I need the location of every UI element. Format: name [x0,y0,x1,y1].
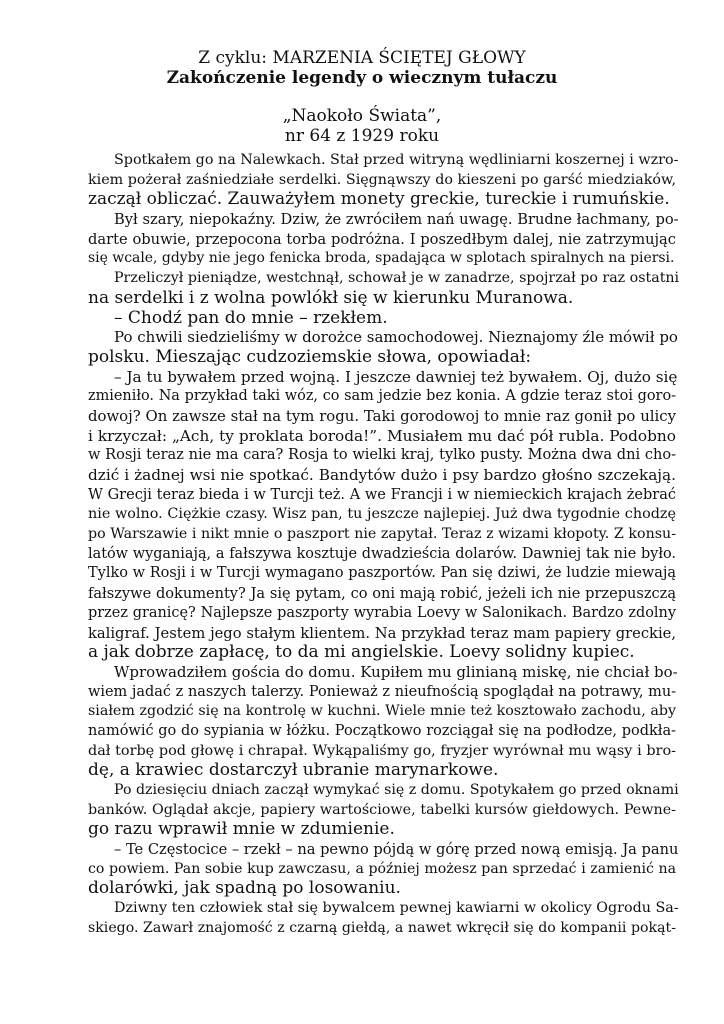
text-line: dolarówki, jak spadną po losowaniu. [88,878,401,899]
text-line: Był szary, niepokaźny. Dziw, że zwróciłem nań uwagę. Brudne łachmany, po- [114,211,679,229]
text-line: co powiem. Pan sobie kup zawczasu, a później możesz pan sprzedać i zamienić na [88,860,676,877]
text-line: namówić go do sypiania w łóżku. Początkowo rozciągał się na podłodze, podkła- [88,722,676,739]
text-line: a jak dobrze zapłacę, to da mi angielskie. Loevy solidny kupiec. [88,642,635,663]
text-line: Tylko w Rosji i w Turcji wymagano paszportów. Pan się dziwi, że ludzie miewają [88,565,676,582]
text-line: darte obuwie, przepocona torba podróżna. I poszedłbym dalej, nie zatrzymując [88,230,676,248]
text-line: Po chwili siedzieliśmy w dorożce samochodowej. Nieznajomy źle mówił po [114,328,678,347]
text-line: Po dziesięciu dniach zaczął wymykać się z domu. Spotykałem go przed oknami [114,782,679,798]
text-line: na serdelki i z wolna powlókł się w kierunku Muranowa. [88,287,574,308]
text-line: dowoj? On zawsze stał na tym rogu. Taki gorodowoj to mnie raz gonił po ulicy [88,406,676,425]
text-line: dę, a krawiec dostarczył ubranie marynarkowe. [88,760,499,781]
text-line: polsku. Mieszając cudzoziemskie słowa, opowiadał: [88,346,532,367]
document-title: Zakończenie legendy o wiecznym tułaczu [166,68,558,88]
text-line: i krzyczał: „Ach, ty proklata boroda!”. Musiałem mu dać pół rubla. Podobno [88,426,676,445]
text-line: nie wolno. Ciężkie czasy. Wisz pan, tu jeszcze najlepiej. Już dwa tygodnie chodzę [88,506,676,523]
text-line: fałszywe dokumenty? Ja się pytam, co oni mają robić, jeżeli ich nie przepuszczą [88,585,676,603]
text-line: – Te Częstocice – rzekł – na pewno pójdą w górę przed nową emisją. Ja panu [114,841,679,859]
text-line: W Grecji teraz bieda i w Turcji też. A we Francji i w niemieckich krajach żebrać [88,486,676,503]
text-line: zaczął obliczać. Zauważyłem monety greckie, tureckie i rumuńskie. [88,189,670,210]
text-line: go razu wprawił mnie w zdumienie. [88,819,395,840]
text-line: – Ja tu bywałem przed wojną. I jeszcze dawniej też bywałem. Oj, dużo się [114,367,678,386]
text-line: Przeliczył pieniądze, westchnął, schował je w zanadrze, spojrzał po raz ostatni [114,270,680,287]
cycle-line: Z cyklu: MARZENIA ŚCIĘTEJ GŁOWY [198,48,526,68]
document-header [0,48,724,146]
text-line: przez granicę? Najlepsze paszporty wyrabia Loevy w Salonikach. Bardzo zdolny [88,604,676,621]
text-line: się wcale, gdyby nie jego fenicka broda, spadająca w splotach spiralnych na piersi. [88,250,675,267]
body-text [88,151,680,939]
text-line: Wprowadziłem gościa do domu. Kupiłem mu glinianą miskę, nie chciał bo- [114,662,678,681]
text-line: kiem pożerał zaśniedziałe serdelki. Sięgnąwszy do kieszeni po garść miedziaków, [88,171,676,188]
text-line: w Rosji teraz nie ma cara? Rosja to wielki kraj, tylko pusty. Można dwa dni cho- [88,447,676,464]
text-line: siałem zgodzić się na kontrolę w kuchni. Wiele mnie też kosztowało zachodu, aby [88,703,676,720]
text-line: zmieniło. Na przykład taki wóz, co sam jedzie bez konia. A gdzie teraz stoi goro- [88,388,676,405]
text-line: latów wyganiają, a fałszywa kosztuje dwadzieścia dolarów. Dawniej tak nie było. [88,545,676,562]
text-line: Spotkałem go na Nalewkach. Stał przed witryną wędliniarni koszernej i wzro- [114,152,679,168]
text-line: dał torbę pod głowę i chrapał. Wykąpaliśmy go, fryzjer wyrównał mu wąsy i bro- [88,742,676,759]
text-line: po Warszawie i nikt mnie o paszport nie zapytał. Teraz z wizami kłopoty. Z konsu- [88,526,676,543]
issue-line: nr 64 z 1929 roku [284,126,440,146]
text-line: kaligraf. Jestem jego stałym klientem. Na przykład teraz mam papiery greckie, [88,624,676,642]
text-line: – Chodź pan do mnie – rzekłem. [114,307,388,328]
text-line: wiem jadać z naszych talerzy. Ponieważ z nieufnością spoglądał na potrawy, mu- [88,683,676,700]
text-line: skiego. Zawarł znajomość z czarną giełdą, a nawet wkręcił się do kompanii pokąt- [88,919,676,936]
text-line: banków. Oglądał akcje, papiery wartościowe, tabelki kursów giełdowych. Pewne- [88,801,676,818]
text-line: Dziwny ten człowiek stał się bywalcem pewnej kawiarni w okolicy Ogrodu Sa- [114,900,679,917]
text-line: dzić i żadnej wsi nie spotkać. Bandytów dużo i psy bardzo głośno szczekają. [88,466,676,484]
source-line: „Naokoło Świata”, [282,106,442,126]
